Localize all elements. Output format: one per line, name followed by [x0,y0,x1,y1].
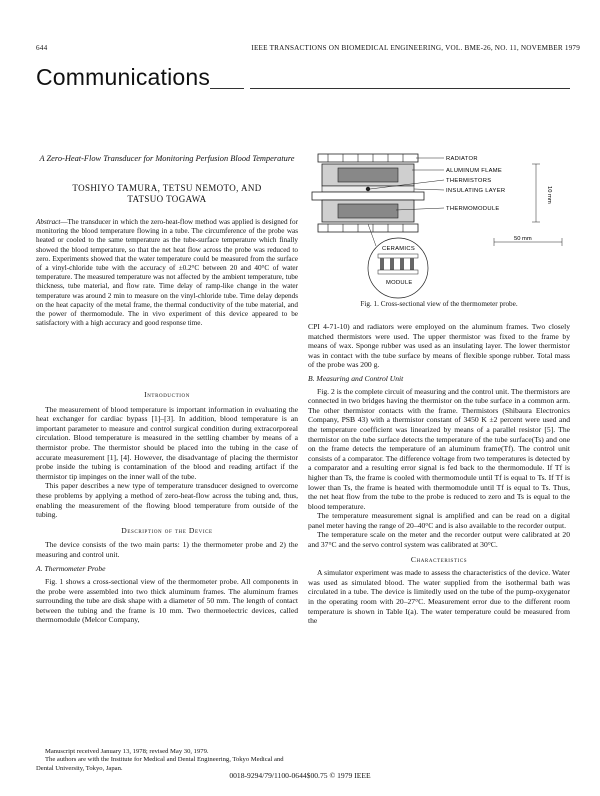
characteristics-heading: Characteristics [410,554,468,564]
thermomodule-top [338,168,398,182]
measuring-control-heading: B. Measuring and Control Unit [308,373,404,383]
abstract-paragraph [36,218,298,328]
label-thermomodule: THERMOMODULE [446,206,500,212]
right-paragraph-2: Fig. 2 is the complete circuit of measuring and the control unit. The thermistors are connected in two bridges having the thermistor on the tube surface in a common arm. The other thermistor contacts with the frame. Thermistors (Shibaura Electronics Company, PSB 43) with a thermistor constant of 3450 K ±2 percent were used and the temperature coefficient was linearized by means of a parallel resistor [5]. The thermistor on the tube surface detects the temperature of the tube surface(Ts) and one on the frame detects the temperature of an aluminum frame(Tf). The control unit consists of a comparator. The difference voltage from two temperatures is detected by a comparator and a resulting error signal is fed back to the thermomodule. If Tf is higher than Ts, the frame is cooled with thermomodule until Tf is equal to Ts. If Tf is lower than Ts, the frame is heated with thermomodule until Tf is equal to Ts. Thus, the net heat flow from the tube to the probe is reduced to zero and Ts is equal to the blood temperature. [308,386,570,511]
figure-1-diagram [308,140,570,310]
title-rule-short [210,88,244,89]
abstract [36,218,298,328]
dim-vertical: 10 mm [546,186,552,204]
device-paragraph-2: Fig. 1 shows a cross-sectional view of the thermometer probe. All components in the probe were assembled into two thick aluminum frames. The aluminum frames surrounding the tube are disk shape with a diameter of 50 mm. The length of contact between the tubing and the frame is 10 mm. Two thermoelectric devices, called thermomodule (Melcor Company, [36,577,298,625]
paper-title: A Zero-Heat-Flow Transducer for Monitoring Perfusion Blood Temperature [39,154,295,163]
right-paragraph-4: The temperature scale on the meter and the recorder output were calibrated at 20 and 37°C and the servo control system was calibrated at 30°C. [308,530,570,550]
footnote-received: Manuscript received January 13, 1978; revised May 30, 1979. [45,748,209,755]
footnote-affiliation: The authors are with the Institute for Medical and Dental Engineering, Tokyo Medical and Dental University, Tokyo, Japan. [36,756,284,772]
pellet-1 [380,258,384,270]
ceramics-plate-top [378,254,418,258]
ceramics-plate-bottom [378,270,418,274]
label-thermistors: THERMISTORS [446,178,492,184]
paper-authors [36,183,298,205]
tube [312,192,424,200]
section-title: Communications [36,64,211,90]
footnote [36,748,298,773]
label-ceramics: CERAMICS [382,246,415,252]
right-body [308,322,570,626]
journal-title: IEEE TRANSACTIONS ON BIOMEDICAL ENGINEERING, VOL. BME-26, NO. 11, NOVEMBER 1979 [251,44,580,52]
label-aluminum-frame: ALUMINUM FLAME [446,168,503,174]
device-heading: Description of the Device [121,525,213,535]
right-paragraph-3: The temperature measurement signal is amplified and can be read on a digital panel meter having the range of 20–40°C and is also available to the recorder output. [308,511,570,530]
intro-paragraph-2: This paper describes a new type of temperature transducer designed to overcome these problems by applying a method of zero-heat-flow across the tubing and, thus, enabling the measurement of the flowing blood temperature from outside of the tubing. [36,481,298,520]
pellet-3 [400,258,404,270]
thermometer-probe-heading: A. Thermometer Probe [36,563,106,573]
left-body [36,390,298,625]
right-paragraph-1: CPI 4-71-10) and radiators were employed on the aluminum frames. Two closely matched thermistors were used. The upper thermistor was fixed to the frame by means of wax. Sponge rubber was used as an insulating layer. The lower thermistor was in contact with the tube surface by means of flexible sponge rubber. Total mass of the probe was 200 g. [308,322,570,370]
label-radiator: RADIATOR [446,156,478,162]
page-number: 644 [36,44,48,52]
pellet-4 [410,258,414,270]
authors-line-1: TOSHIYO TAMURA, TETSU NEMOTO, AND [72,183,262,193]
abstract-lead: Abstract [36,218,61,226]
title-rule-long [250,88,570,89]
device-paragraph-1: The device consists of the two main parts: 1) the thermometer probe and 2) the measuring and control unit. [36,540,298,559]
abstract-text: —The transducer in which the zero-heat-flow method was applied is designed for monitoring the blood temperature flowing in a tube. The circumference of the probe was heated or cooled to the same temperature as the tube-surface temperature which finally showed the blood temperature, so that the net heat flow across the probe was reduced to zero. Experiments showed that the water temperature could be measured from the surface of a vinyl-chloride tube with the accuracy of ±0.2°C between 20 and 40°C of water temperature. The measured temperature was not affected by the ambient temperature, tube thickness, tube material, and flow rate. Time delay of ramp-like change in the water temperature was around 2 min to measure on the vinyl-chloride tube. Time delay depends on the heat capacity of the metal frame, the thermal conductivity of the tube material, and the power of thermomodule. The in vivo experiment of this device appeared to be satisfactory with a high accuracy and good response time. [36,218,298,328]
label-insulating-layer: INSULATING LAYER [446,188,506,194]
intro-paragraph-1: The measurement of blood temperature is important information in evaluating the heat exchanger for cardiac bypass [1]–[3]. In addition, blood temperature is an important parameter to measure and control surgical condition during extracorporeal circulation. Blood temperature is measured in the settling chamber by means of a thermistor probe. The thermistor should be placed into the tubing in the case of accurate measurement [1], [4]. However, the disadvantage of placing the thermistor probe inside the tubing is contamination of the blood and reading artifact if the thermistor tip impinges on the inner wall of the tube. [36,404,298,481]
dim-horizontal: 50 mm [514,236,532,242]
thermistor-upper [366,187,370,191]
right-paragraph-5: A simulator experiment was made to assess the characteristics of the device. Water was used as simulated blood. The water supplied from the isothermal bath was circulated in a tube. The device is limitedly used on the tube of the pump-oxygenator in the operating room with 20–27°C. Measurement error due to the different room temperature is shown in Table I(a). The water temperature could be measured from the [308,568,570,626]
figure-1-caption: Fig. 1. Cross-sectional view of the thermometer probe. [360,300,518,308]
authors-line-2: TATSUO TOGAWA [127,194,207,204]
pellet-2 [390,258,394,270]
introduction-heading: Introduction [144,390,190,399]
label-module: MODULE [386,280,413,286]
copyright-line: 0018-9294/79/1100-0644$00.75 © 1979 IEEE [229,771,371,780]
thermomodule-bottom [338,204,398,218]
